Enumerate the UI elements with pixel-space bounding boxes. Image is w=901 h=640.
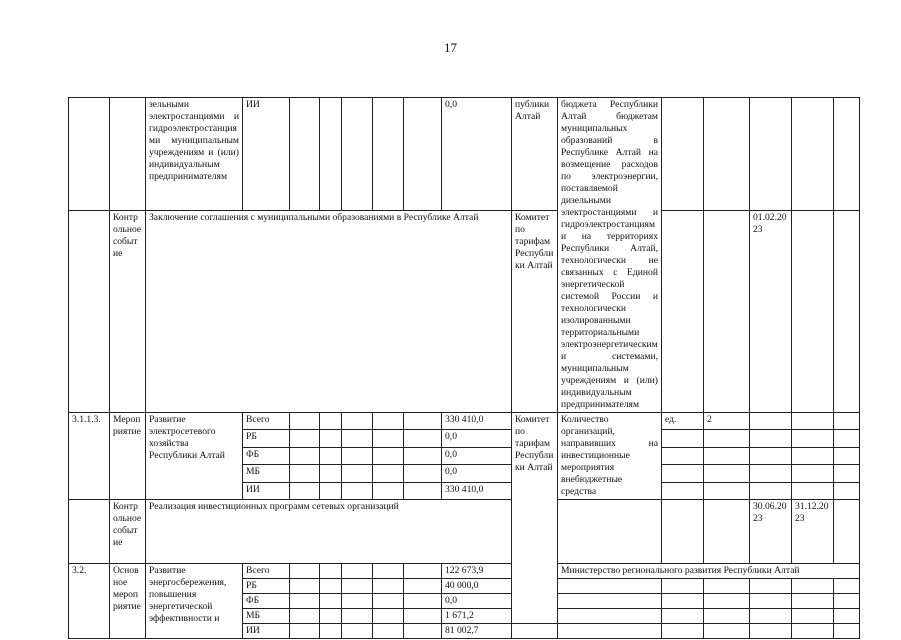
measure-name: Развитие электросетевого хозяйства Республики Алтай [146, 413, 243, 500]
indicator-cont: бюджета Республики Алтай бюджетам муниципальных образований в Республике Алтай на возмещение расходов по электроэнергии, поставляемой дизельными электростанциями и гидроэлектростанциями на территориях Республики Алтай, технологически не связанных с Единой энергетической системой России и технологически изолированными территориальными электроэнергетическими системами, муниципальным учреждениям и (или) индивидуальным предпринимателям [558, 98, 662, 413]
event-text: Реализация инвестиционных программ сетевых организаций [146, 500, 512, 564]
measure-executor: Министерство регионального развития Республики Алтай [558, 564, 860, 579]
page-number: 17 [444, 40, 457, 55]
source-cell: Всего [243, 413, 290, 430]
indicator-name: Количество организаций, направивших на инвестиционные мероприятия внебюджетные средства [558, 413, 662, 500]
source-cell: ФБ [243, 594, 290, 609]
amount-cell: 0,0 [442, 98, 512, 211]
source-cell: ИИ [243, 624, 290, 639]
amount-cell: 0,0 [442, 594, 512, 609]
unit-cell: ед. [662, 413, 704, 430]
source-cell: ИИ [243, 482, 290, 499]
measure-executor: Комитет по тарифам Республики Алтай [512, 413, 558, 624]
event-type: Контрольное событие [110, 500, 146, 564]
amount-cell: 1 671,2 [442, 609, 512, 624]
source-cell: РБ [243, 430, 290, 447]
amount-cell: 0,0 [442, 430, 512, 447]
amount-cell: 0,0 [442, 447, 512, 464]
source-cell: МБ [243, 609, 290, 624]
event-date: 30.06.2023 [750, 500, 792, 564]
event-executor: Комитет по тарифам Республики Алтай [512, 211, 558, 413]
amount-cell: 122 673,9 [442, 564, 512, 579]
measure-name-cont: зельными электростанциями и гидроэлектростанциями муниципальным учреждениям и (или) индивидуальным предпринимателям [146, 98, 243, 211]
value-cell: 2 [704, 413, 750, 430]
event-type: Контрольное событие [110, 211, 146, 413]
source-cell: МБ [243, 465, 290, 482]
amount-cell: 40 000,0 [442, 579, 512, 594]
source-cell: ИИ [243, 98, 290, 211]
amount-cell: 330 410,0 [442, 413, 512, 430]
program-table [68, 97, 860, 639]
event-text: Заключение соглашения с муниципальными образованиями в Республике Алтай [146, 211, 512, 413]
amount-cell: 0,0 [442, 465, 512, 482]
source-cell: РБ [243, 579, 290, 594]
row-number: 3.1.1.3. [69, 413, 110, 500]
table-row [69, 500, 860, 564]
measure-type: Основное мероприятие [110, 564, 146, 639]
measure-name: Развитие энергосбережения, повышения энергетической эффективности и [146, 564, 243, 639]
row-number: 3.2. [69, 564, 110, 639]
event-date: 01.02.2023 [750, 211, 792, 413]
table-row [69, 564, 860, 579]
table-row [69, 413, 860, 430]
table-row [69, 98, 860, 211]
source-cell: Всего [243, 564, 290, 579]
amount-cell: 81 002,7 [442, 624, 512, 639]
amount-cell: 330 410,0 [442, 482, 512, 499]
table-row [69, 211, 860, 413]
event-date: 31.12.2023 [792, 500, 834, 564]
source-cell: ФБ [243, 447, 290, 464]
executor-cont: публики Алтай [512, 98, 558, 211]
measure-type: Мероприятие [110, 413, 146, 500]
